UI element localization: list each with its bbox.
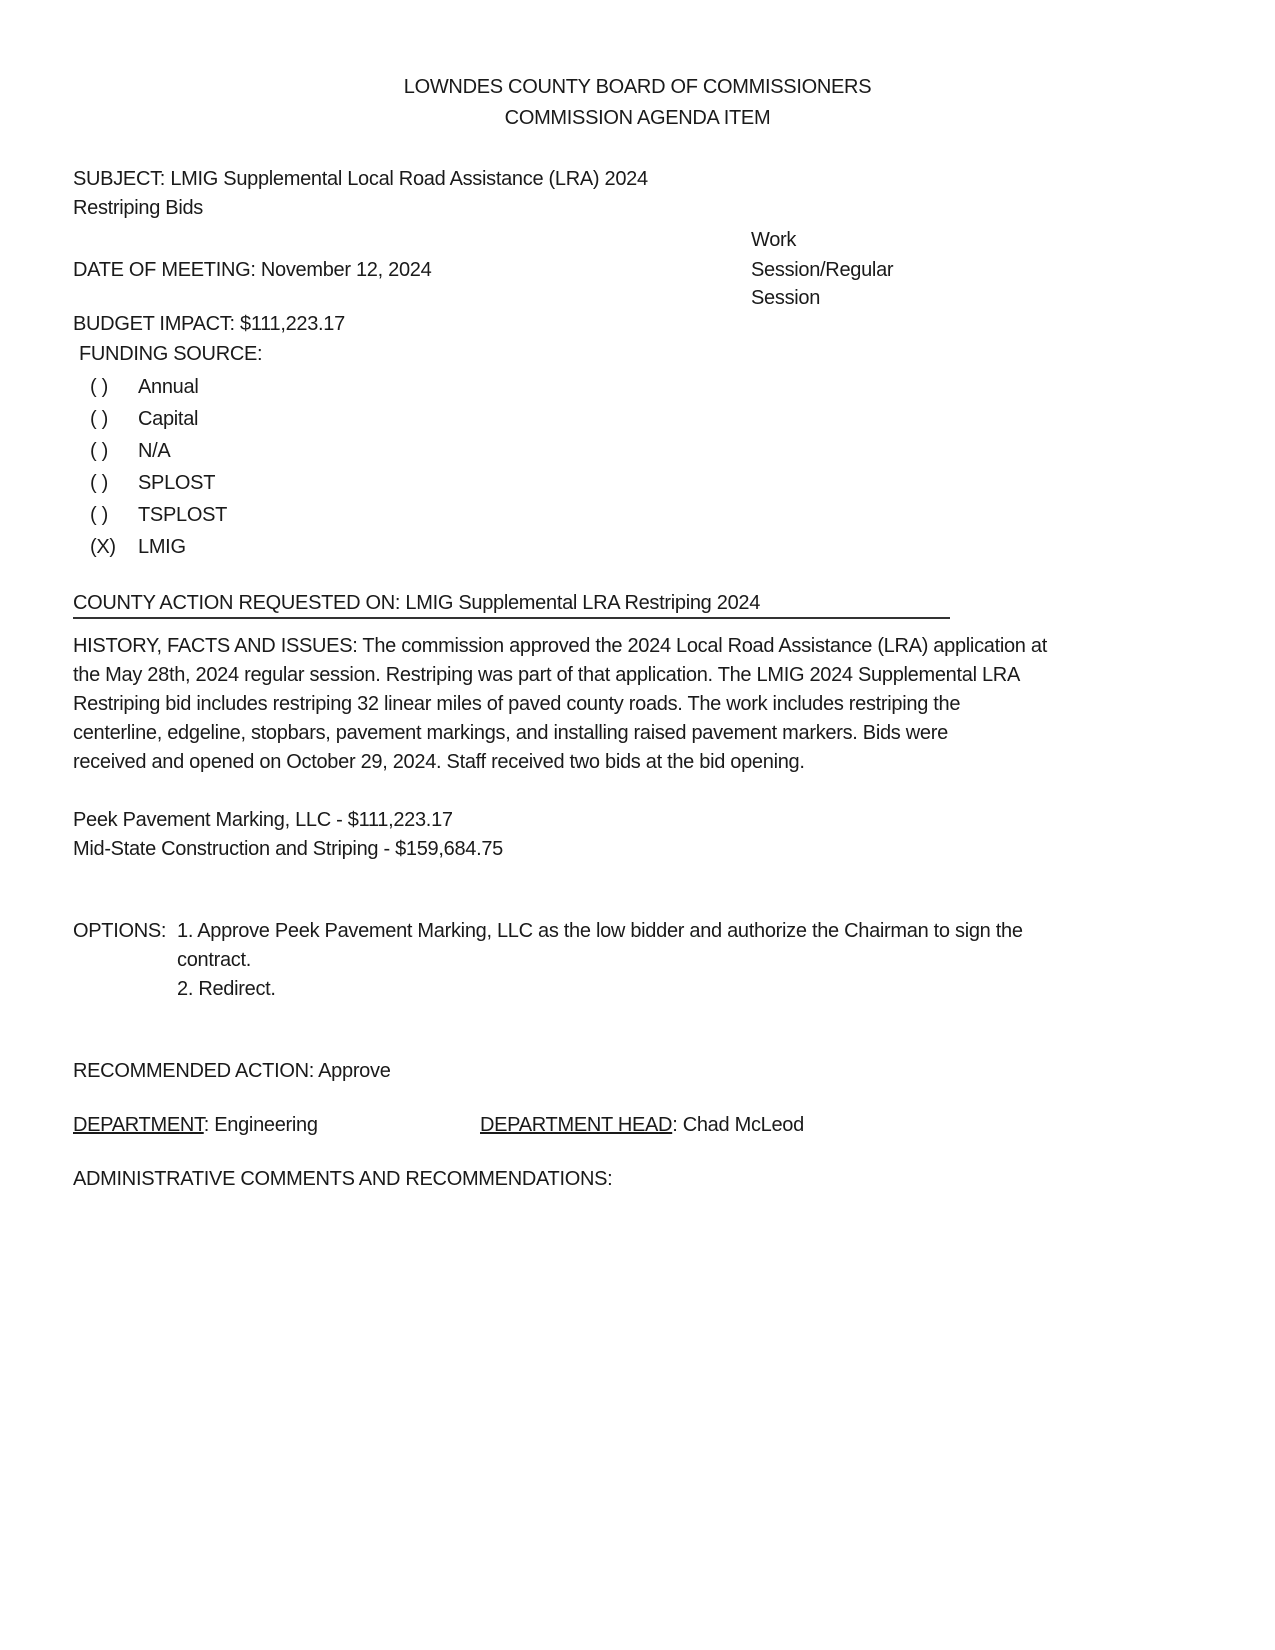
document-subtitle: COMMISSION AGENDA ITEM <box>504 107 771 129</box>
option-item: 1. Approve Peek Pavement Marking, LLC as the low bidder and authorize the Chairman to sign the <box>177 920 1023 942</box>
session-type-line: Session <box>751 287 821 309</box>
history-line: HISTORY, FACTS AND ISSUES: The commission approved the 2024 Local Road Assistance (LRA) application at <box>73 635 1047 657</box>
checkbox-mark: ( ) <box>90 504 108 526</box>
bid-entry: Peek Pavement Marking, LLC - $111,223.17 <box>73 809 453 831</box>
option-label: SPLOST <box>138 472 216 494</box>
history-line: the May 28th, 2024 regular session. Restriping was part of that application. The LMIG 2024 Supplemental LRA <box>73 664 1020 686</box>
option-item: 2. Redirect. <box>177 978 276 1000</box>
funding-option-splost <box>90 471 215 495</box>
option-item: contract. <box>177 949 251 971</box>
department-head-label: DEPARTMENT HEAD <box>480 1114 673 1136</box>
funding-option-capital <box>90 407 198 431</box>
funding-source-label: FUNDING SOURCE: <box>79 343 263 365</box>
options-label: OPTIONS: <box>73 920 167 942</box>
department-label: DEPARTMENT <box>73 1114 204 1136</box>
department <box>73 1113 318 1137</box>
checkbox-mark: ( ) <box>90 472 108 494</box>
bid-entry: Mid-State Construction and Striping - $159,684.75 <box>73 838 504 860</box>
document-title: LOWNDES COUNTY BOARD OF COMMISSIONERS <box>403 76 872 98</box>
funding-option-annual <box>90 375 198 399</box>
option-label: TSPLOST <box>138 504 228 526</box>
option-label: Capital <box>138 408 199 430</box>
budget-impact: BUDGET IMPACT: $111,223.17 <box>73 313 345 335</box>
funding-option-lmig <box>90 535 186 559</box>
history-line: centerline, edgeline, stopbars, pavement markings, and installing raised pavement markers. Bids were <box>73 722 948 744</box>
checkbox-mark: ( ) <box>90 440 108 462</box>
session-type-line: Work <box>751 229 797 251</box>
session-type-line: Session/Regular <box>751 259 894 281</box>
department-value: : Engineering <box>203 1114 318 1136</box>
funding-option-na <box>90 439 170 463</box>
option-label: LMIG <box>138 536 186 558</box>
recommended-action: RECOMMENDED ACTION: Approve <box>73 1060 391 1082</box>
county-action-requested: COUNTY ACTION REQUESTED ON: LMIG Supplemental LRA Restriping 2024 <box>73 592 761 614</box>
funding-option-tsplost <box>90 503 227 527</box>
option-label: N/A <box>138 440 171 462</box>
option-label: Annual <box>138 376 199 398</box>
history-line: received and opened on October 29, 2024. Staff received two bids at the bid opening. <box>73 751 805 773</box>
department-head <box>480 1113 804 1137</box>
administrative-comments-label: ADMINISTRATIVE COMMENTS AND RECOMMENDATIONS: <box>73 1168 613 1190</box>
checkbox-mark: (X) <box>90 536 116 558</box>
subject-line-1: SUBJECT: LMIG Supplemental Local Road Assistance (LRA) 2024 <box>73 168 648 190</box>
history-line: Restriping bid includes restriping 32 linear miles of paved county roads. The work includes restriping the <box>73 693 961 715</box>
meeting-date: DATE OF MEETING: November 12, 2024 <box>73 259 432 281</box>
subject-line-2: Restriping Bids <box>73 197 204 219</box>
department-head-value: : Chad McLeod <box>672 1114 804 1136</box>
checkbox-mark: ( ) <box>90 376 108 398</box>
divider <box>73 617 950 619</box>
checkbox-mark: ( ) <box>90 408 108 430</box>
